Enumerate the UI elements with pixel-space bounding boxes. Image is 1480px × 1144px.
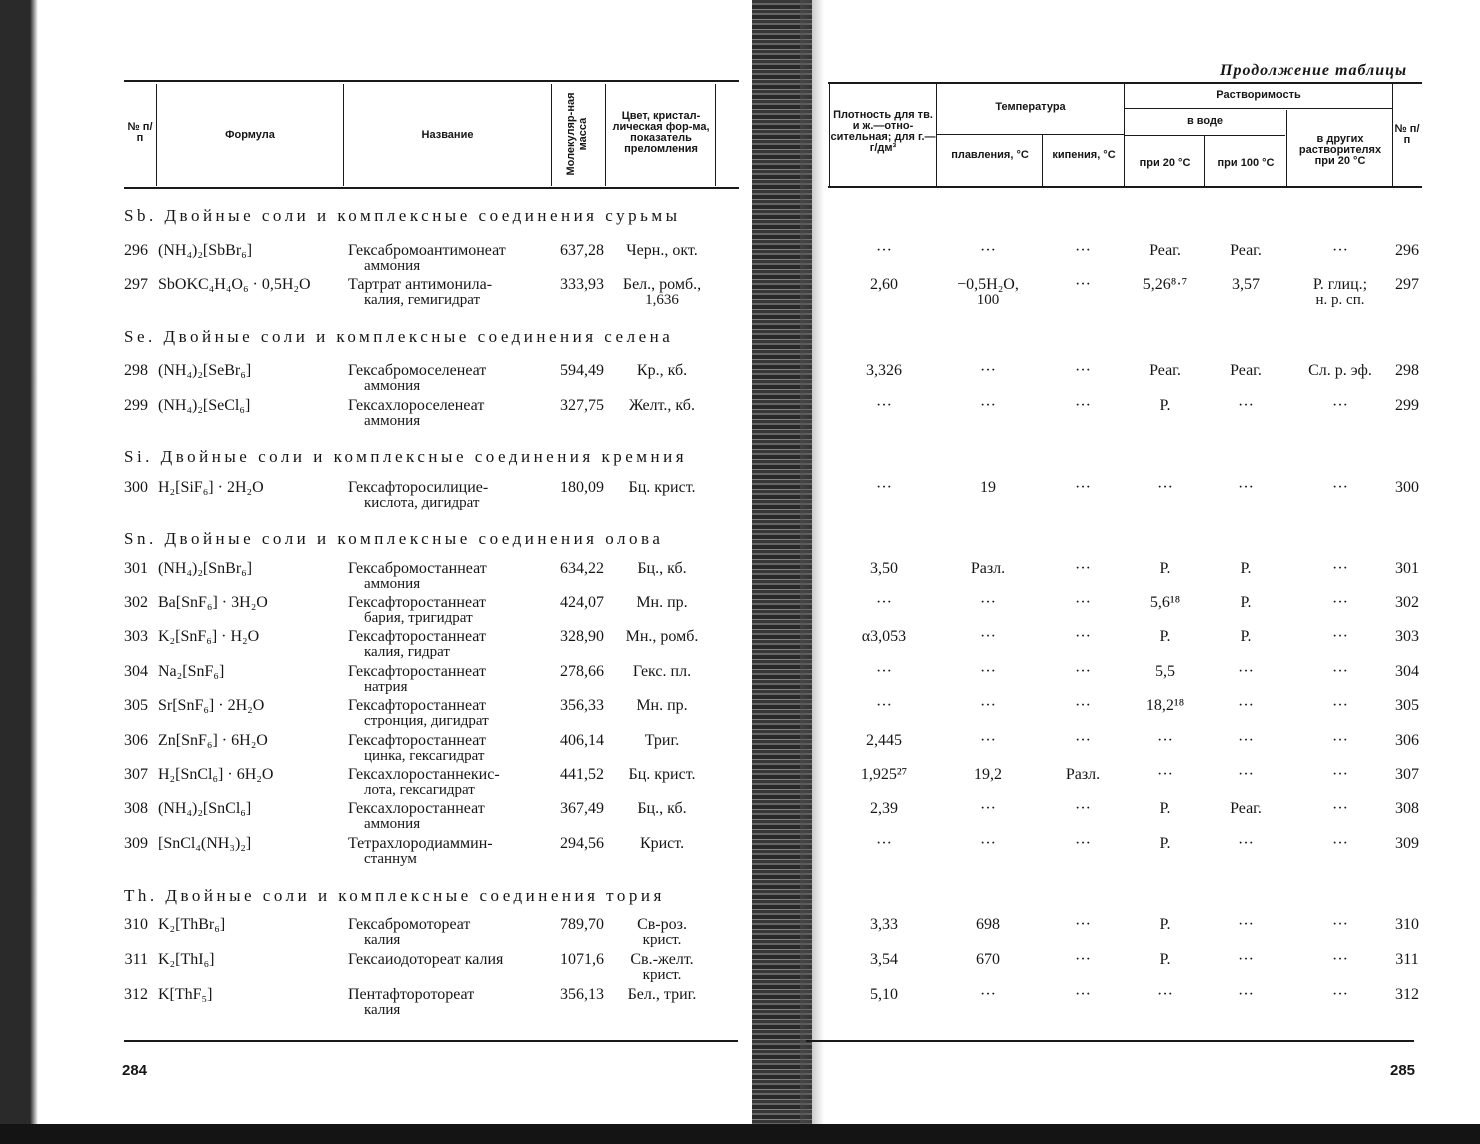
cell-name2: кислота, дигидрат bbox=[364, 495, 480, 511]
cell-other1: ··· bbox=[1332, 916, 1348, 933]
cell-s20: Р. bbox=[1159, 800, 1171, 817]
cell-other1: ··· bbox=[1332, 242, 1348, 259]
cell-melt1: 19,2 bbox=[974, 766, 1002, 783]
cell-melt1: ··· bbox=[980, 732, 996, 749]
cell-name2: аммония bbox=[364, 378, 421, 394]
cell-color1: Черн., окт. bbox=[626, 242, 698, 259]
cell-s20: ··· bbox=[1157, 766, 1173, 783]
cell-name2: аммония bbox=[364, 576, 421, 592]
cell-color1: Желт., кб. bbox=[629, 397, 695, 414]
cell-name1: Пентафторотореат bbox=[348, 986, 475, 1003]
cell-boil: ··· bbox=[1075, 663, 1091, 680]
section-heading-sb: Sb. Двойные соли и комплексные соединения сурьмы bbox=[124, 206, 681, 225]
cell-formula: K₂[ThBr₆] bbox=[158, 916, 226, 933]
cell-color1: Бц. крист. bbox=[628, 479, 696, 496]
cell-mass: 594,49 bbox=[560, 362, 604, 379]
cell-no-r: 298 bbox=[1395, 362, 1419, 379]
cell-density: 1,925²⁷ bbox=[860, 766, 908, 783]
right-header-density: Плотность для тв. и ж.—отно-сительная; для г.—г/дм³ bbox=[830, 109, 936, 154]
cell-no-r: 303 bbox=[1395, 628, 1419, 645]
cell-boil: ··· bbox=[1075, 594, 1091, 611]
cell-other1: ··· bbox=[1332, 663, 1348, 680]
cell-color1: Мн., ромб. bbox=[625, 628, 699, 645]
cell-no: 301 bbox=[124, 560, 148, 577]
cell-melt1: −0,5H₂O, bbox=[957, 276, 1019, 293]
page-number-left: 284 bbox=[122, 1062, 148, 1079]
cell-mass: 180,09 bbox=[560, 479, 604, 496]
cell-s20: Р. bbox=[1159, 951, 1171, 968]
cell-no: 299 bbox=[124, 397, 148, 414]
cell-s20: Р. bbox=[1159, 628, 1171, 645]
cell-s100: 3,57 bbox=[1232, 276, 1260, 293]
cell-name1: Гексахлороселенеат bbox=[348, 397, 485, 414]
cell-color2: 1,636 bbox=[645, 292, 679, 308]
cell-no-r: 308 bbox=[1395, 800, 1419, 817]
cell-no: 304 bbox=[124, 663, 148, 680]
cell-no: 305 bbox=[124, 697, 148, 714]
cell-density: α3,053 bbox=[861, 628, 907, 645]
cell-formula: H₂[SiF₆] · 2H₂O bbox=[158, 479, 264, 496]
cell-name2: калия, гемигидрат bbox=[364, 292, 481, 308]
cell-color1: Св.-желт. bbox=[630, 951, 694, 968]
cell-melt1: 19 bbox=[980, 479, 996, 496]
cell-mass: 424,07 bbox=[560, 594, 604, 611]
cell-s100: Р. bbox=[1240, 594, 1252, 611]
cell-no-r: 310 bbox=[1395, 916, 1419, 933]
cell-name1: Гексафторостаннеат bbox=[348, 697, 486, 714]
cell-s20: Р. bbox=[1159, 397, 1171, 414]
cell-formula: K₂[ThI₆] bbox=[158, 951, 215, 968]
cell-other1: ··· bbox=[1332, 628, 1348, 645]
cell-s20: Реаг. bbox=[1149, 362, 1181, 379]
cell-mass: 367,49 bbox=[560, 800, 604, 817]
cell-name2: аммония bbox=[364, 258, 421, 274]
cell-other1: ··· bbox=[1332, 594, 1348, 611]
cell-no: 297 bbox=[124, 276, 148, 293]
cell-name2: станнум bbox=[364, 851, 417, 867]
cell-mass: 789,70 bbox=[560, 916, 604, 933]
right-header-at100: при 100 °С bbox=[1217, 157, 1275, 169]
cell-formula: SbOKC₄H₄O₆ · 0,5H₂O bbox=[158, 276, 311, 293]
cell-color1: Св-роз. bbox=[637, 916, 687, 933]
cell-s20: 5,26⁸·⁷ bbox=[1142, 276, 1188, 293]
cell-name2: аммония bbox=[364, 413, 421, 429]
cell-melt1: 698 bbox=[976, 916, 1000, 933]
cell-no-r: 297 bbox=[1395, 276, 1419, 293]
cell-color2: крист. bbox=[642, 967, 682, 983]
cell-boil: ··· bbox=[1075, 560, 1091, 577]
section-heading-si: Si. Двойные соли и комплексные соединения кремния bbox=[124, 447, 688, 466]
cell-melt1: Разл. bbox=[970, 560, 1006, 577]
left-header-color: Цвет, кристал-лическая фор-ма, показатель преломления bbox=[612, 110, 710, 155]
cell-melt1: ··· bbox=[980, 397, 996, 414]
cell-no-r: 304 bbox=[1395, 663, 1419, 680]
cell-no-r: 309 bbox=[1395, 835, 1419, 852]
cell-color1: Бц., кб. bbox=[637, 800, 687, 817]
cell-name1: Гексабромоселенеат bbox=[348, 362, 487, 379]
cell-color1: Крист. bbox=[639, 835, 685, 852]
cell-density: 2,445 bbox=[866, 732, 902, 749]
cell-melt2: 100 bbox=[976, 292, 1000, 308]
cell-mass: 441,52 bbox=[560, 766, 604, 783]
cell-no: 308 bbox=[124, 800, 148, 817]
cell-melt1: 670 bbox=[976, 951, 1000, 968]
cell-mass: 637,28 bbox=[560, 242, 604, 259]
cell-boil: ··· bbox=[1075, 397, 1091, 414]
cell-boil: ··· bbox=[1075, 697, 1091, 714]
page-number-right: 285 bbox=[1390, 1062, 1416, 1079]
cell-name2: аммония bbox=[364, 816, 421, 832]
cell-other1: ··· bbox=[1332, 732, 1348, 749]
cell-s100: ··· bbox=[1238, 766, 1254, 783]
cell-s100: ··· bbox=[1238, 397, 1254, 414]
right-header-bottom-rule bbox=[828, 186, 1422, 188]
cell-boil: ··· bbox=[1075, 479, 1091, 496]
cell-boil: ··· bbox=[1075, 242, 1091, 259]
cell-no-r: 306 bbox=[1395, 732, 1419, 749]
cell-boil: ··· bbox=[1075, 276, 1091, 293]
cell-boil: ··· bbox=[1075, 835, 1091, 852]
cell-mass: 634,22 bbox=[560, 560, 604, 577]
cell-mass: 328,90 bbox=[560, 628, 604, 645]
cell-s20: 5,5 bbox=[1155, 663, 1175, 680]
cell-density: 2,39 bbox=[870, 800, 898, 817]
cell-density: ··· bbox=[876, 835, 892, 852]
left-header-formula: Формула bbox=[225, 129, 275, 141]
cell-boil: Разл. bbox=[1065, 766, 1101, 783]
cell-s100: Реаг. bbox=[1230, 362, 1262, 379]
cell-melt1: ··· bbox=[980, 697, 996, 714]
cell-name1: Гексахлоростаннекис- bbox=[348, 766, 500, 783]
right-header-boiling: кипения, °С bbox=[1052, 149, 1116, 161]
cell-other1: ··· bbox=[1332, 697, 1348, 714]
cell-no-r: 305 bbox=[1395, 697, 1419, 714]
cell-s100: ··· bbox=[1238, 732, 1254, 749]
cell-no: 311 bbox=[124, 951, 148, 968]
cell-no-r: 301 bbox=[1395, 560, 1419, 577]
cell-s20: Реаг. bbox=[1149, 242, 1181, 259]
cell-melt1: ··· bbox=[980, 362, 996, 379]
cell-no-r: 300 bbox=[1395, 479, 1419, 496]
cell-formula: K₂[SnF₆] · H₂O bbox=[158, 628, 260, 645]
cell-density: ··· bbox=[876, 594, 892, 611]
cell-name1: Гексаиодотореат калия bbox=[348, 951, 504, 968]
cell-formula: Na₂[SnF₆] bbox=[158, 663, 225, 680]
right-header-temperature: Температура bbox=[995, 101, 1066, 113]
cell-no: 298 bbox=[124, 362, 148, 379]
cell-melt1: ··· bbox=[980, 594, 996, 611]
cell-formula: Ba[SnF₆] · 3H₂O bbox=[158, 594, 268, 611]
cell-density: ··· bbox=[876, 242, 892, 259]
cell-mass: 327,75 bbox=[560, 397, 604, 414]
cell-s100: Реаг. bbox=[1230, 800, 1262, 817]
cell-formula: H₂[SnCl₆] · 6H₂O bbox=[158, 766, 274, 783]
cell-color1: Гекс. пл. bbox=[632, 663, 692, 680]
cell-s20: ··· bbox=[1157, 732, 1173, 749]
left-header-name: Название bbox=[421, 129, 474, 141]
cell-formula: (NH₄)₂[SeBr₆] bbox=[158, 362, 252, 379]
left-header-bottom-rule bbox=[124, 187, 739, 189]
cell-melt1: ··· bbox=[980, 663, 996, 680]
cell-formula: (NH₄)₂[SnCl₆] bbox=[158, 800, 252, 817]
cell-no-r: 296 bbox=[1395, 242, 1419, 259]
cell-mass: 1071,6 bbox=[560, 951, 604, 968]
cell-other2: н. р. сп. bbox=[1315, 292, 1365, 308]
cell-density: ··· bbox=[876, 397, 892, 414]
cell-density: ··· bbox=[876, 663, 892, 680]
cell-mass: 333,93 bbox=[560, 276, 604, 293]
cell-name1: Гексафторостаннеат bbox=[348, 628, 486, 645]
cell-melt1: ··· bbox=[980, 835, 996, 852]
cell-name1: Гексафторостаннеат bbox=[348, 594, 486, 611]
cell-s100: ··· bbox=[1238, 697, 1254, 714]
cell-boil: ··· bbox=[1075, 986, 1091, 1003]
cell-no: 310 bbox=[124, 916, 148, 933]
right-top-rule bbox=[828, 82, 1422, 84]
right-header-at20: при 20 °С bbox=[1139, 157, 1191, 169]
cell-no-r: 312 bbox=[1395, 986, 1419, 1003]
cell-s20: 5,6¹⁸ bbox=[1149, 594, 1181, 611]
cell-formula: (NH₄)₂[SnBr₆] bbox=[158, 560, 253, 577]
right-header-other: в других растворителях при 20 °С bbox=[1298, 133, 1382, 167]
cell-density: 3,33 bbox=[870, 916, 898, 933]
cell-other1: Сл. р. эф. bbox=[1308, 362, 1372, 379]
cell-name1: Гексафторосилицие- bbox=[348, 479, 489, 496]
cell-no: 303 bbox=[124, 628, 148, 645]
cell-mass: 356,13 bbox=[560, 986, 604, 1003]
cell-other1: ··· bbox=[1332, 951, 1348, 968]
cell-density: 3,54 bbox=[870, 951, 898, 968]
cell-name1: Тартрат антимонила- bbox=[348, 276, 493, 293]
right-header-melting: плавления, °С bbox=[951, 149, 1029, 161]
cell-mass: 406,14 bbox=[560, 732, 604, 749]
cell-density: ··· bbox=[876, 697, 892, 714]
left-header-no: № п/п bbox=[127, 121, 153, 144]
cell-melt1: ··· bbox=[980, 986, 996, 1003]
cell-s20: Р. bbox=[1159, 560, 1171, 577]
cell-density: ··· bbox=[876, 479, 892, 496]
cell-color1: Бел., ромб., bbox=[622, 276, 702, 293]
left-header-mass: Молекуляр-ная масса bbox=[565, 92, 589, 176]
cell-name1: Тетрахлородиаммин- bbox=[348, 835, 493, 852]
cell-color1: Мн. пр. bbox=[636, 594, 688, 611]
cell-color1: Бц. крист. bbox=[628, 766, 696, 783]
cell-boil: ··· bbox=[1075, 916, 1091, 933]
cell-name1: Гексафторостаннеат bbox=[348, 732, 486, 749]
cell-name1: Гексабромостаннеат bbox=[348, 560, 487, 577]
cell-name1: Гексабромотореат bbox=[348, 916, 471, 933]
cell-s100: ··· bbox=[1238, 479, 1254, 496]
cell-name1: Гексахлоростаннеат bbox=[348, 800, 485, 817]
cell-s100: ··· bbox=[1238, 986, 1254, 1003]
cell-no-r: 302 bbox=[1395, 594, 1419, 611]
cell-name2: лота, гексагидрат bbox=[364, 782, 475, 798]
cell-s100: ··· bbox=[1238, 916, 1254, 933]
cell-no: 296 bbox=[124, 242, 148, 259]
cell-mass: 294,56 bbox=[560, 835, 604, 852]
cell-color1: Кр., кб. bbox=[636, 362, 688, 379]
cell-mass: 278,66 bbox=[560, 663, 604, 680]
cell-no: 307 bbox=[124, 766, 148, 783]
cell-other1: ··· bbox=[1332, 986, 1348, 1003]
cell-name2: цинка, гексагидрат bbox=[364, 748, 485, 764]
cell-melt1: ··· bbox=[980, 242, 996, 259]
cell-name2: бария, тригидрат bbox=[364, 610, 473, 626]
cell-s100: Р. bbox=[1240, 560, 1252, 577]
cell-other1: ··· bbox=[1332, 800, 1348, 817]
cell-density: 2,60 bbox=[870, 276, 898, 293]
cell-name1: Гексафторостаннеат bbox=[348, 663, 486, 680]
cell-no: 312 bbox=[124, 986, 148, 1003]
left-bottom-rule bbox=[124, 1040, 738, 1042]
cell-name2: калия, гидрат bbox=[364, 644, 450, 660]
cell-melt1: ··· bbox=[980, 628, 996, 645]
cell-formula: (NH₄)₂[SbBr₆] bbox=[158, 242, 253, 259]
cell-mass: 356,33 bbox=[560, 697, 604, 714]
cell-other1: ··· bbox=[1332, 766, 1348, 783]
cell-boil: ··· bbox=[1075, 732, 1091, 749]
cell-other1: ··· bbox=[1332, 560, 1348, 577]
cell-no: 309 bbox=[124, 835, 148, 852]
cell-other1: ··· bbox=[1332, 835, 1348, 852]
cell-name2: калия bbox=[364, 932, 401, 948]
cell-name2: калия bbox=[364, 1002, 401, 1018]
cell-boil: ··· bbox=[1075, 362, 1091, 379]
cell-color1: Мн. пр. bbox=[636, 697, 688, 714]
cell-s100: Р. bbox=[1240, 628, 1252, 645]
cell-other1: ··· bbox=[1332, 479, 1348, 496]
section-heading-sn: Sn. Двойные соли и комплексные соединения олова bbox=[124, 529, 664, 548]
cell-name1: Гексабромоантимонеат bbox=[348, 242, 506, 259]
cell-color1: Бц., кб. bbox=[637, 560, 687, 577]
cell-formula: Zn[SnF₆] · 6H₂O bbox=[158, 732, 268, 749]
right-header-in-water: в воде bbox=[1186, 115, 1224, 127]
continuation-label: Продолжение таблицы bbox=[1220, 62, 1408, 79]
cell-no: 306 bbox=[124, 732, 148, 749]
cell-color1: Бел., триг. bbox=[627, 986, 697, 1003]
cell-s20: Р. bbox=[1159, 835, 1171, 852]
cell-s100: Реаг. bbox=[1230, 242, 1262, 259]
cell-no: 302 bbox=[124, 594, 148, 611]
cell-density: 3,326 bbox=[866, 362, 902, 379]
cell-name2: стронция, дигидрат bbox=[364, 713, 489, 729]
cell-s20: ··· bbox=[1157, 986, 1173, 1003]
cell-no-r: 307 bbox=[1395, 766, 1419, 783]
cell-no: 300 bbox=[124, 479, 148, 496]
cell-density: 3,50 bbox=[870, 560, 898, 577]
cell-name2: натрия bbox=[364, 679, 408, 695]
cell-boil: ··· bbox=[1075, 951, 1091, 968]
cell-s100: ··· bbox=[1238, 663, 1254, 680]
cell-no-r: 299 bbox=[1395, 397, 1419, 414]
cell-melt1: ··· bbox=[980, 800, 996, 817]
cell-formula: K[ThF₅] bbox=[158, 986, 213, 1003]
cell-s100: ··· bbox=[1238, 951, 1254, 968]
right-header-no: № п/п bbox=[1394, 123, 1420, 146]
section-heading-se: Se. Двойные соли и комплексные соединения селена bbox=[124, 327, 674, 346]
cell-no-r: 311 bbox=[1395, 951, 1419, 968]
cell-s20: Р. bbox=[1159, 916, 1171, 933]
cell-s20: 18,2¹⁸ bbox=[1145, 697, 1185, 714]
cell-boil: ··· bbox=[1075, 800, 1091, 817]
cell-s100: ··· bbox=[1238, 835, 1254, 852]
cell-formula: Sr[SnF₆] · 2H₂O bbox=[158, 697, 265, 714]
cell-boil: ··· bbox=[1075, 628, 1091, 645]
cell-color2: крист. bbox=[642, 932, 682, 948]
cell-formula: [SnCl₄(NH₃)₂] bbox=[158, 835, 252, 852]
left-top-rule bbox=[124, 80, 739, 82]
cell-other1: Р. глиц.; bbox=[1312, 276, 1368, 293]
section-heading-th: Th. Двойные соли и комплексные соединения тория bbox=[124, 886, 665, 905]
right-bottom-rule bbox=[806, 1040, 1414, 1042]
cell-formula: (NH₄)₂[SeCl₆] bbox=[158, 397, 251, 414]
right-header-solubility: Растворимость bbox=[1216, 89, 1301, 101]
cell-s20: ··· bbox=[1157, 479, 1173, 496]
cell-other1: ··· bbox=[1332, 397, 1348, 414]
cell-color1: Триг. bbox=[644, 732, 680, 749]
cell-density: 5,10 bbox=[870, 986, 898, 1003]
